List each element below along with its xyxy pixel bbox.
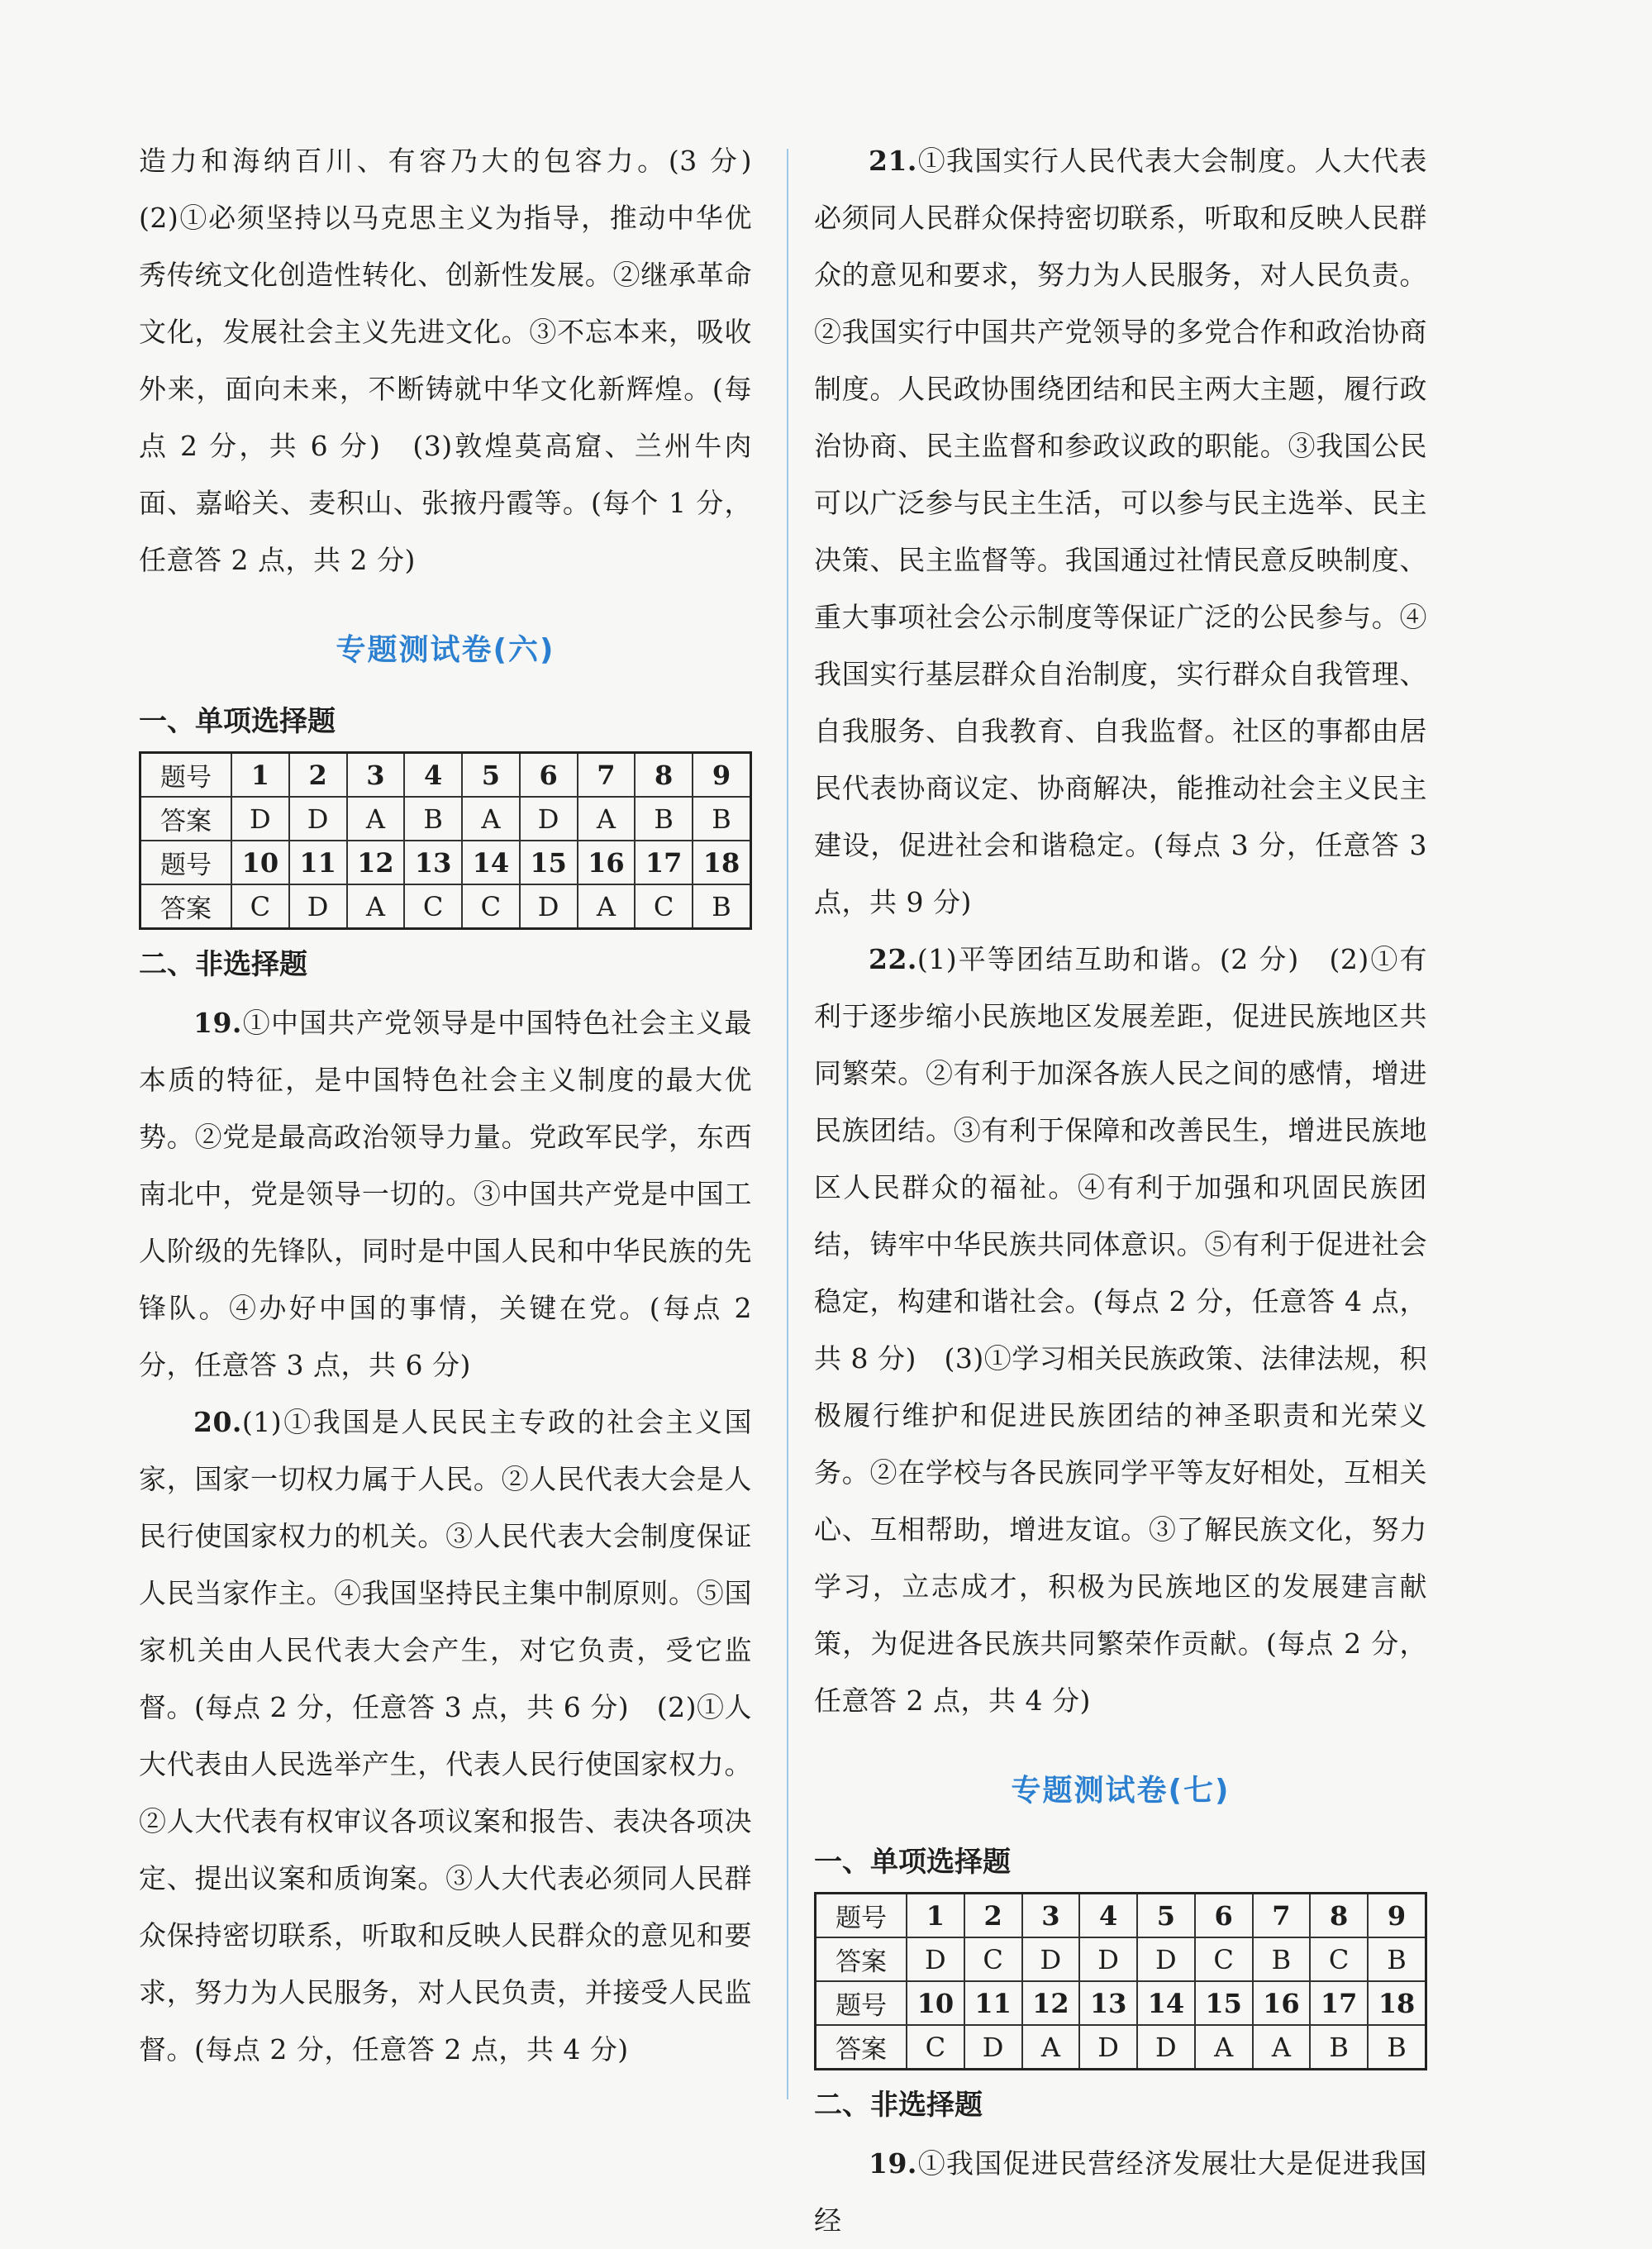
cell: 18 xyxy=(693,841,751,884)
label-number: 题号 xyxy=(816,1894,907,1938)
cell: 18 xyxy=(1368,1981,1426,2025)
table-row-answers xyxy=(140,884,751,929)
cell: 11 xyxy=(964,1981,1022,2025)
cell: C xyxy=(635,884,693,929)
cell: B xyxy=(1310,2025,1368,2070)
section-title-7: 专题测试卷(七) xyxy=(1011,1774,1231,1808)
cell: 16 xyxy=(578,841,636,884)
cell: 4 xyxy=(404,753,462,798)
cell: 2 xyxy=(289,753,347,798)
cell: D xyxy=(520,884,578,929)
cell: 9 xyxy=(693,753,751,798)
cell: D xyxy=(1137,1937,1195,1981)
question-number: 19. xyxy=(193,1007,242,1039)
cell: 8 xyxy=(1310,1894,1368,1938)
table-row-numbers xyxy=(816,1894,1426,1938)
cell: 10 xyxy=(231,841,289,884)
cell: C xyxy=(404,884,462,929)
cell: 12 xyxy=(347,841,405,884)
cell: C xyxy=(1310,1937,1368,1981)
cell: 6 xyxy=(1195,1894,1253,1938)
question-number: 21. xyxy=(869,145,917,177)
cell: B xyxy=(1253,1937,1311,1981)
cell: 1 xyxy=(231,753,289,798)
cell: 12 xyxy=(1022,1981,1080,2025)
answer-19-b xyxy=(814,2135,1427,2249)
cell: 1 xyxy=(907,1894,964,1938)
answer-text: (1)①我国是人民民主专政的社会主义国家，国家一切权力属于人民。②人民代表大会是人民行使国家权力的机关。③人民代表大会制度保证人民当家作主。④我国坚持民主集中制原则。⑤国家机关由人民代表大会产生，对它负责，受它监督。(每点 2 分，任意答 3 点，共 6 分) (2)①人大代表由人民选举产生，代表人民行使国家权力。②人大代表有权审议各项议案和报告、表决各项决定、提出议案和质询案。③人大代表必须同人民群众保持密切联系，听取和反映人民群众的意见和要求，努力为人民服务，对人民负责，并接受人民监督。(每点 2 分，任意答 2 点，共 4 分) xyxy=(139,1406,752,2066)
cell: A xyxy=(1022,2025,1080,2070)
cell: A xyxy=(347,884,405,929)
answer-21 xyxy=(814,132,1427,931)
answer-text: ①我国实行人民代表大会制度。人大代表必须同人民群众保持密切联系，听取和反映人民群众的意见和要求，努力为人民服务，对人民负责。②我国实行中国共产党领导的多党合作和政治协商制度。人民政协围绕团结和民主两大主题，履行政治协商、民主监督和参政议政的职能。③我国公民可以广泛参与民主生活，可以参与民主选举、民主决策、民主监督等。我国通过社情民意反映制度、重大事项社会公示制度等保证广泛的公民参与。④我国实行基层群众自治制度，实行群众自我管理、自我服务、自我教育、自我监督。社区的事都由居民代表协商议定、协商解决，能推动社会主义民主建设，促进社会和谐稳定。(每点 3 分，任意答 3 点，共 9 分) xyxy=(814,145,1427,918)
label-answer: 答案 xyxy=(816,1937,907,1981)
label-answer: 答案 xyxy=(140,797,232,841)
cell: 14 xyxy=(1137,1981,1195,2025)
cell: A xyxy=(1195,2025,1253,2070)
question-number: 19. xyxy=(869,2147,917,2180)
answer-text: ①我国促进民营经济发展壮大是促进我国经 xyxy=(814,2147,1427,2237)
cell: 7 xyxy=(578,753,636,798)
table-row-answers xyxy=(816,1937,1426,1981)
cell: A xyxy=(347,797,405,841)
answer-table-7 xyxy=(814,1892,1427,2070)
cell: 10 xyxy=(907,1981,964,2025)
cell: D xyxy=(907,1937,964,1981)
cell: D xyxy=(964,2025,1022,2070)
cell: A xyxy=(578,884,636,929)
cell: C xyxy=(907,2025,964,2070)
cell: 16 xyxy=(1253,1981,1311,2025)
cell: D xyxy=(289,884,347,929)
cell: 17 xyxy=(635,841,693,884)
answer-text: (1)平等团结互助和谐。(2 分) (2)①有利于逐步缩小民族地区发展差距，促进民族地区共同繁荣。②有利于加深各族人民之间的感情，增进民族团结。③有利于保障和改善民生，增进民族地区人民群众的福祉。④有利于加强和巩固民族团结，铸牢中华民族共同体意识。⑤有利于促进社会稳定，构建和谐社会。(每点 2 分，任意答 4 点，共 8 分) (3)①学习相关民族政策、法律法规，积极履行维护和促进民族团结的神圣职责和光荣义务。②在学校与各民族同学平等友好相处，互相关心、互相帮助，增进友谊。③了解民族文化，努力学习，立志成才，积极为民族地区的发展建言献策，为促进各民族共同繁荣作贡献。(每点 2 分，任意答 2 点，共 4 分) xyxy=(814,943,1427,1717)
label-number: 题号 xyxy=(816,1981,907,2025)
section-title-6: 专题测试卷(六) xyxy=(336,633,555,667)
cell: 8 xyxy=(635,753,693,798)
cell: D xyxy=(520,797,578,841)
non-choice-heading: 二、非选择题 xyxy=(814,2089,983,2122)
cell: C xyxy=(462,884,520,929)
continuation-paragraph: 造力和海纳百川、有容乃大的包容力。(3 分) (2)①必须坚持以马克思主义为指导，推动中华优秀传统文化创造性转化、创新性发展。②继承革命文化，发展社会主义先进文化。③不忘本来，吸收外来，面向未来，不断铸就中华文化新辉煌。(每点 2 分，共 6 分) (3)敦煌莫高窟、兰州牛肉面、嘉峪关、麦积山、张掖丹霞等。(每个 1 分，任意答 2 点，共 2 分) xyxy=(139,145,780,576)
cell: D xyxy=(1079,2025,1137,2070)
cell: B xyxy=(693,797,751,841)
cell: D xyxy=(1079,1937,1137,1981)
cell: D xyxy=(1022,1937,1080,1981)
table-row-answers xyxy=(140,797,751,841)
right-column xyxy=(814,132,1427,2249)
cell: B xyxy=(1368,1937,1426,1981)
cell: C xyxy=(231,884,289,929)
cell: B xyxy=(693,884,751,929)
cell: 4 xyxy=(1079,1894,1137,1938)
left-column xyxy=(139,132,780,2078)
label-answer: 答案 xyxy=(816,2025,907,2070)
cell: 9 xyxy=(1368,1894,1426,1938)
non-choice-heading: 二、非选择题 xyxy=(139,948,307,981)
label-number: 题号 xyxy=(140,753,232,798)
single-choice-heading: 一、单项选择题 xyxy=(139,705,336,738)
column-divider xyxy=(787,149,788,2099)
answer-20 xyxy=(139,1394,752,2078)
cell: 5 xyxy=(462,753,520,798)
answer-22 xyxy=(814,931,1427,1729)
cell: 6 xyxy=(520,753,578,798)
question-number: 20. xyxy=(193,1406,242,1438)
single-choice-heading: 一、单项选择题 xyxy=(814,1846,1011,1879)
cell: B xyxy=(404,797,462,841)
cell: 15 xyxy=(520,841,578,884)
cell: B xyxy=(1368,2025,1426,2070)
table-row-numbers xyxy=(140,841,751,884)
cell: 11 xyxy=(289,841,347,884)
cell: 13 xyxy=(404,841,462,884)
cell: 5 xyxy=(1137,1894,1195,1938)
cell: 3 xyxy=(347,753,405,798)
table-row-numbers xyxy=(140,753,751,798)
cell: 15 xyxy=(1195,1981,1253,2025)
table-row-numbers xyxy=(816,1981,1426,2025)
cell: C xyxy=(964,1937,1022,1981)
cell: 14 xyxy=(462,841,520,884)
cell: A xyxy=(578,797,636,841)
cell: 3 xyxy=(1022,1894,1080,1938)
cell: D xyxy=(1137,2025,1195,2070)
cell: 7 xyxy=(1253,1894,1311,1938)
answer-19 xyxy=(139,994,752,1394)
cell: D xyxy=(231,797,289,841)
answer-text: ①中国共产党领导是中国特色社会主义最本质的特征，是中国特色社会主义制度的最大优势。②党是最高政治领导力量。党政军民学，东西南北中，党是领导一切的。③中国共产党是中国工人阶级的先锋队，同时是中国人民和中华民族的先锋队。④办好中国的事情，关键在党。(每点 2 分，任意答 3 点，共 6 分) xyxy=(139,1007,752,1381)
label-answer: 答案 xyxy=(140,884,232,929)
label-number: 题号 xyxy=(140,841,232,884)
answer-table-6 xyxy=(139,751,752,930)
cell: D xyxy=(289,797,347,841)
cell: 13 xyxy=(1079,1981,1137,2025)
cell: A xyxy=(462,797,520,841)
table-row-answers xyxy=(816,2025,1426,2070)
cell: B xyxy=(635,797,693,841)
cell: A xyxy=(1253,2025,1311,2070)
cell: C xyxy=(1195,1937,1253,1981)
question-number: 22. xyxy=(869,943,917,975)
cell: 17 xyxy=(1310,1981,1368,2025)
cell: 2 xyxy=(964,1894,1022,1938)
